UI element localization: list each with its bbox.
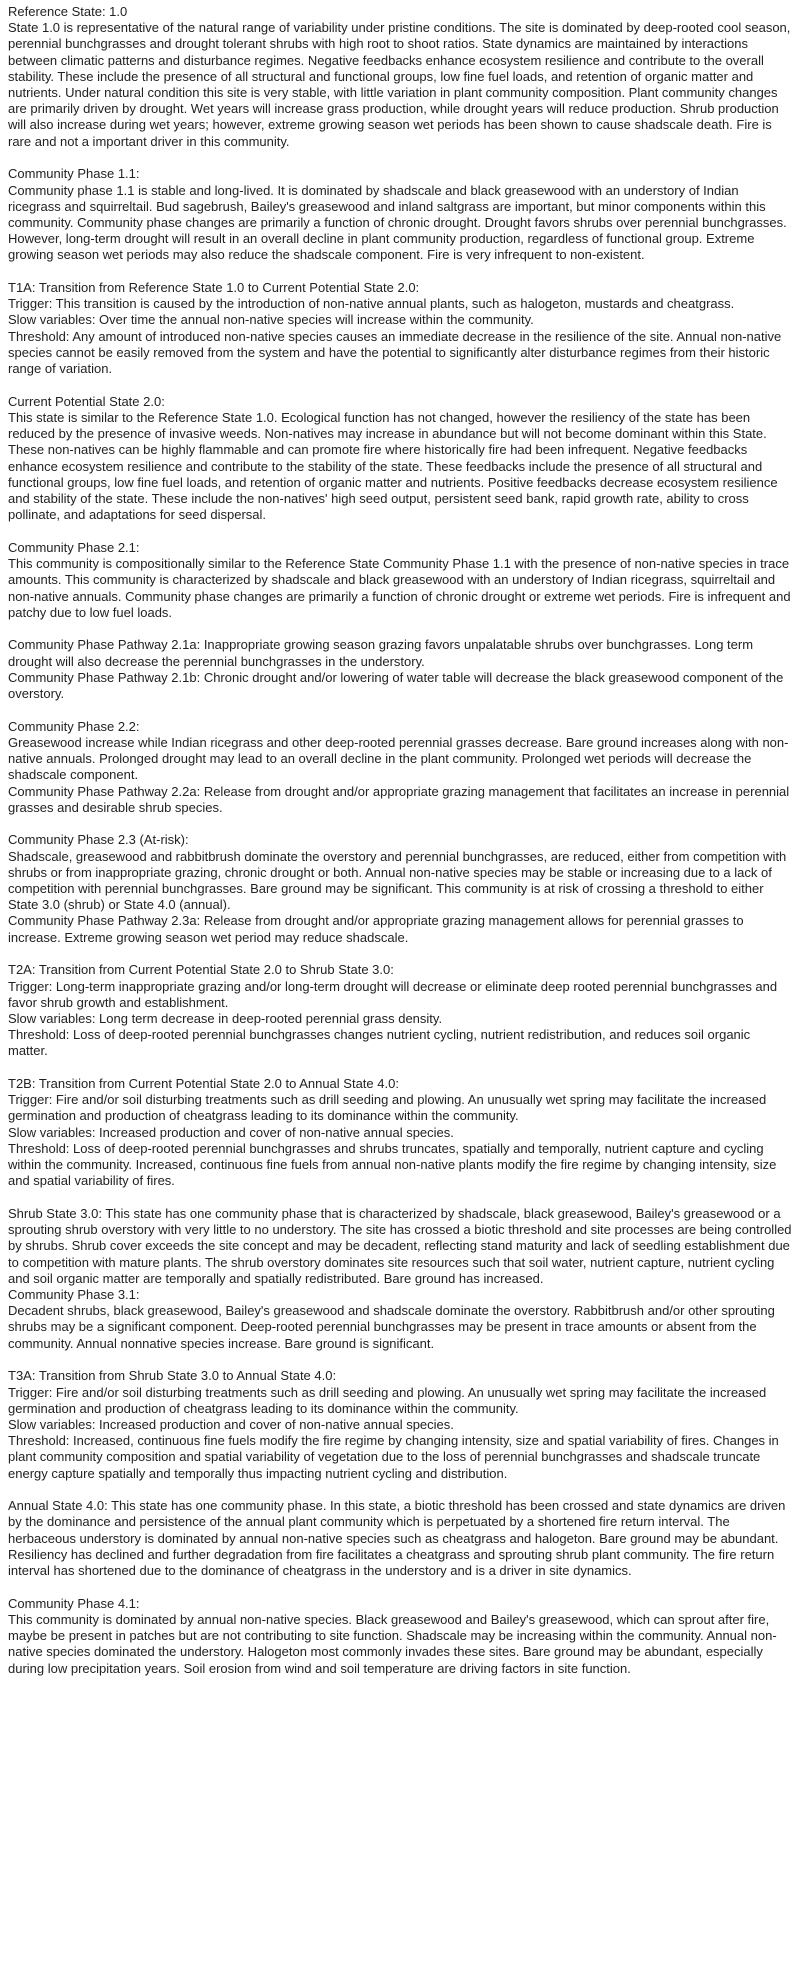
paragraph-current-potential-state-2-0: This state is similar to the Reference State 1.0. Ecological function has not changed, however the resiliency of the state has been reduced by the presence of invasive weeds. Non-natives may increase in abundance but will not become dominant within this State. These non-natives can be highly flammable and can promote fire where historically fire had been infrequent. Negative feedbacks enhance ecosystem resilience and contribute to the stability of the state. These feedbacks include the presence of all structural and functional groups, low fine fuel loads, and retention of organic matter and nutrients. Positive feedbacks decrease ecosystem resilience and stability of the state. These include the non-natives' high seed output, persistent seed bank, rapid growth rate, ability to cross pollinate, and adaptations for seed dispersal. — [8, 409, 778, 523]
paragraph-community-phase-1-1: Community phase 1.1 is stable and long-lived. It is dominated by shadscale and black greasewood with an understory of Indian ricegrass and squirreltail. Bud sagebrush, Bailey's greasewood and inland saltgrass are important, but minor components within this community. Community phase changes are primarily a function of chronic drought. Drought favors shrubs over perennial bunchgrasses. However, long-term drought will result in an overall decline in plant community production, regardless of functional group. Extreme growing season wet periods may also reduce the shadscale component. Fire is very infrequent to non-existent. — [8, 182, 787, 263]
t2b-threshold: Threshold: Loss of deep-rooted perennial bunchgrasses and shrubs truncates, spatially and temporally, nutrient capture and cycling within the community. Increased, continuous fine fuels from annual non-native plants modify the fire regime by changing intensity, size and spatial variability of fires. — [8, 1140, 777, 1189]
section-shrub-state-3-0 — [8, 1206, 792, 1352]
t2b-slow-variables: Slow variables: Increased production and cover of non-native annual species. — [8, 1124, 454, 1140]
heading-community-phase-2-1: Community Phase 2.1: — [8, 539, 140, 555]
t3a-trigger: Trigger: Fire and/or soil disturbing treatments such as drill seeding and plowing. An unusually wet spring may facilitate the increased germination and production of cheatgrass leading to its dominance within the community. — [8, 1384, 767, 1416]
t2b-trigger: Trigger: Fire and/or soil disturbing treatments such as drill seeding and plowing. An unusually wet spring may facilitate the increased germination and production of cheatgrass leading to its dominance within the community. — [8, 1092, 767, 1124]
section-t1a — [8, 280, 792, 377]
heading-t2a: T2A: Transition from Current Potential State 2.0 to Shrub State 3.0: — [8, 962, 394, 978]
t2a-slow-variables: Slow variables: Long term decrease in deep-rooted perennial grass density. — [8, 1010, 443, 1026]
section-t3a — [8, 1368, 792, 1481]
heading-community-phase-4-1: Community Phase 4.1: — [8, 1595, 140, 1611]
paragraph-community-phase-2-3: Shadscale, greasewood and rabbitbrush dominate the overstory and perennial bunchgrasses, are reduced, either from competition with shrubs or from inappropriate grazing, chronic drought or both. Annual non-native species may be stable or increasing due to a lack of competition with perennial bunchgrasses. Bare ground may be significant. This community is at risk of crossing a threshold to either State 3.0 (shrub) or State 4.0 (annual). — [8, 848, 787, 913]
document-body — [8, 4, 792, 1693]
paragraph-community-phase-2-2: Greasewood increase while Indian ricegrass and other deep-rooted perennial grasses decrease. Bare ground increases along with non-native annuals. Prolonged drought may lead to an overall decline in the plant community. Prolonged wet periods will decrease the shadscale component. — [8, 734, 789, 783]
t2a-trigger: Trigger: Long-term inappropriate grazing and/or long-term drought will decrease or eliminate deep rooted perennial bunchgrasses and favor shrub growth and establishment. — [8, 978, 778, 1010]
heading-community-phase-2-3: Community Phase 2.3 (At-risk): — [8, 832, 189, 848]
heading-reference-state-1-0: Reference State: 1.0 — [8, 4, 128, 19]
t2a-threshold: Threshold: Loss of deep-rooted perennial bunchgrasses changes nutrient cycling, nutrient redistribution, and reduces soil organic matter. — [8, 1027, 751, 1059]
pathway-2-1a: Community Phase Pathway 2.1a: Inappropriate growing season grazing favors unpalatable shrubs over bunchgrasses. Long term drought will also decrease the perennial bunchgrasses in the understory. — [8, 637, 754, 669]
section-community-phase-4-1 — [8, 1596, 792, 1677]
section-community-phase-1-1 — [8, 166, 792, 263]
pathway-2-2a: Community Phase Pathway 2.2a: Release from drought and/or appropriate grazing management that facilitates an increase in perennial grasses and desirable shrub species. — [8, 783, 790, 815]
heading-t2b: T2B: Transition from Current Potential State 2.0 to Annual State 4.0: — [8, 1076, 399, 1092]
paragraph-reference-state-1-0: State 1.0 is representative of the natural range of variability under pristine conditions. The site is dominated by deep-rooted cool season, perennial bunchgrasses and drought tolerant shrubs with high root to shoot ratios. State dynamics are maintained by interactions between climatic patterns and disturbance regimes. Negative feedbacks enhance ecosystem resilience and contribute to the overall stability. These include the presence of all structural and functional groups, low fine fuel loads, and retention of organic matter and nutrients. Under natural condition this site is very stable, with little variation in plant community composition. Plant community changes are primarily driven by drought. Wet years will increase grass production, while drought years will reduce production. Shrub production will also increase during wet years; however, extreme growing season wet periods has been shown to cause shadscale death. Fire is rare and not a important driver in this community. — [8, 20, 791, 149]
heading-community-phase-3-1: Community Phase 3.1: — [8, 1287, 140, 1303]
section-community-phase-2-2 — [8, 719, 792, 816]
paragraph-community-phase-4-1: This community is dominated by annual non-native species. Black greasewood and Bailey's greasewood, which can sprout after fire, maybe be present in patches but are not contributing to site function. Shadscale may be increasing within the community. Annual non-native species dominated the understory. Halogeton most commonly invades these sites. Bare ground may be abundant, especially during low precipitation years. Soil erosion from wind and soil temperature are driving factors in site function. — [8, 1611, 777, 1676]
t3a-slow-variables: Slow variables: Increased production and cover of non-native annual species. — [8, 1416, 454, 1432]
section-community-phase-2-1 — [8, 540, 792, 621]
t1a-trigger: Trigger: This transition is caused by the introduction of non-native annual plants, such as halogeton, mustards and cheatgrass. — [8, 296, 735, 312]
heading-t1a: T1A: Transition from Reference State 1.0 to Current Potential State 2.0: — [8, 280, 420, 296]
paragraph-community-phase-2-1: This community is compositionally similar to the Reference State Community Phase 1.1 with the presence of non-native species in trace amounts. This community is characterized by shadscale and black greasewood with an understory of Indian ricegrass, squirreltail and non-native annuals. Community phase changes are primarily a function of chronic drought or extreme wet periods. Fire is infrequent and patchy due to low fuel loads. — [8, 556, 791, 620]
heading-community-phase-1-1: Community Phase 1.1: — [8, 166, 140, 182]
paragraph-shrub-state-3-0: Shrub State 3.0: This state has one community phase that is characterized by shadscale, black greasewood, Bailey's greasewood or a sprouting shrub overstory with very little to no understory. The site has crossed a biotic threshold and site processes are being controlled by shrubs. Shrub cover exceeds the site concept and may be decadent, reflecting stand maturity and lack of seedling establishment due to competition with mature plants. The shrub overstory dominates site resources such that soil water, nutrient capture, nutrient cycling and soil organic matter are temporally and spatially redistributed. Bare ground has increased. — [8, 1206, 792, 1286]
pathway-2-3a: Community Phase Pathway 2.3a: Release from drought and/or appropriate grazing management allows for perennial grasses to increase. Extreme growing season wet period may reduce shadscale. — [8, 913, 744, 945]
section-t2b — [8, 1076, 792, 1189]
section-pathways-2-1 — [8, 637, 792, 702]
section-t2a — [8, 962, 792, 1059]
heading-t3a: T3A: Transition from Shrub State 3.0 to Annual State 4.0: — [8, 1368, 337, 1384]
paragraph-annual-state-4-0: Annual State 4.0: This state has one community phase. In this state, a biotic threshold has been crossed and state dynamics are driven by the dominance and persistence of the annual plant community which is perpetuated by a shortened fire return interval. The herbaceous understory is dominated by annual non-native species such as cheatgrass and halogeton. Bare ground may be abundant. Resiliency has declined and further degradation from fire facilitates a cheatgrass and sprouting shrub plant community. The fire return interval has shortened due to the dominance of cheatgrass in the understory and is a driver in site dynamics. — [8, 1498, 786, 1579]
t1a-threshold: Threshold: Any amount of introduced non-native species causes an immediate decrease in the resilience of the site. Annual non-native species cannot be easily removed from the system and have the potential to significantly alter disturbance regimes from their historic range of variation. — [8, 328, 782, 377]
t1a-slow-variables: Slow variables: Over time the annual non-native species will increase within the community. — [8, 312, 534, 328]
section-annual-state-4-0 — [8, 1498, 792, 1579]
section-community-phase-2-3 — [8, 832, 792, 945]
section-current-potential-state-2-0 — [8, 394, 792, 524]
heading-current-potential-state-2-0: Current Potential State 2.0: — [8, 393, 165, 409]
section-reference-state-1-0 — [8, 4, 792, 150]
pathway-2-1b: Community Phase Pathway 2.1b: Chronic drought and/or lowering of water table will decrease the black greasewood component of the overstory. — [8, 669, 784, 702]
paragraph-community-phase-3-1: Decadent shrubs, black greasewood, Bailey's greasewood and shadscale dominate the overstory. Rabbitbrush and/or other sprouting shrubs may be a significant component. Deep-rooted perennial bunchgrasses may be present in trace amounts or absent from the community. Annual nonnative species increase. Bare ground is significant. — [8, 1303, 775, 1351]
heading-community-phase-2-2: Community Phase 2.2: — [8, 718, 140, 734]
t3a-threshold: Threshold: Increased, continuous fine fuels modify the fire regime by changing intensity, size and spatial variability of fires. Changes in plant community composition and spatial variability of vegetation due to the loss of perennial bunchgrasses and shadscale truncate energy capture spatially and temporally thus impacting nutrient cycling and distribution. — [8, 1433, 779, 1481]
